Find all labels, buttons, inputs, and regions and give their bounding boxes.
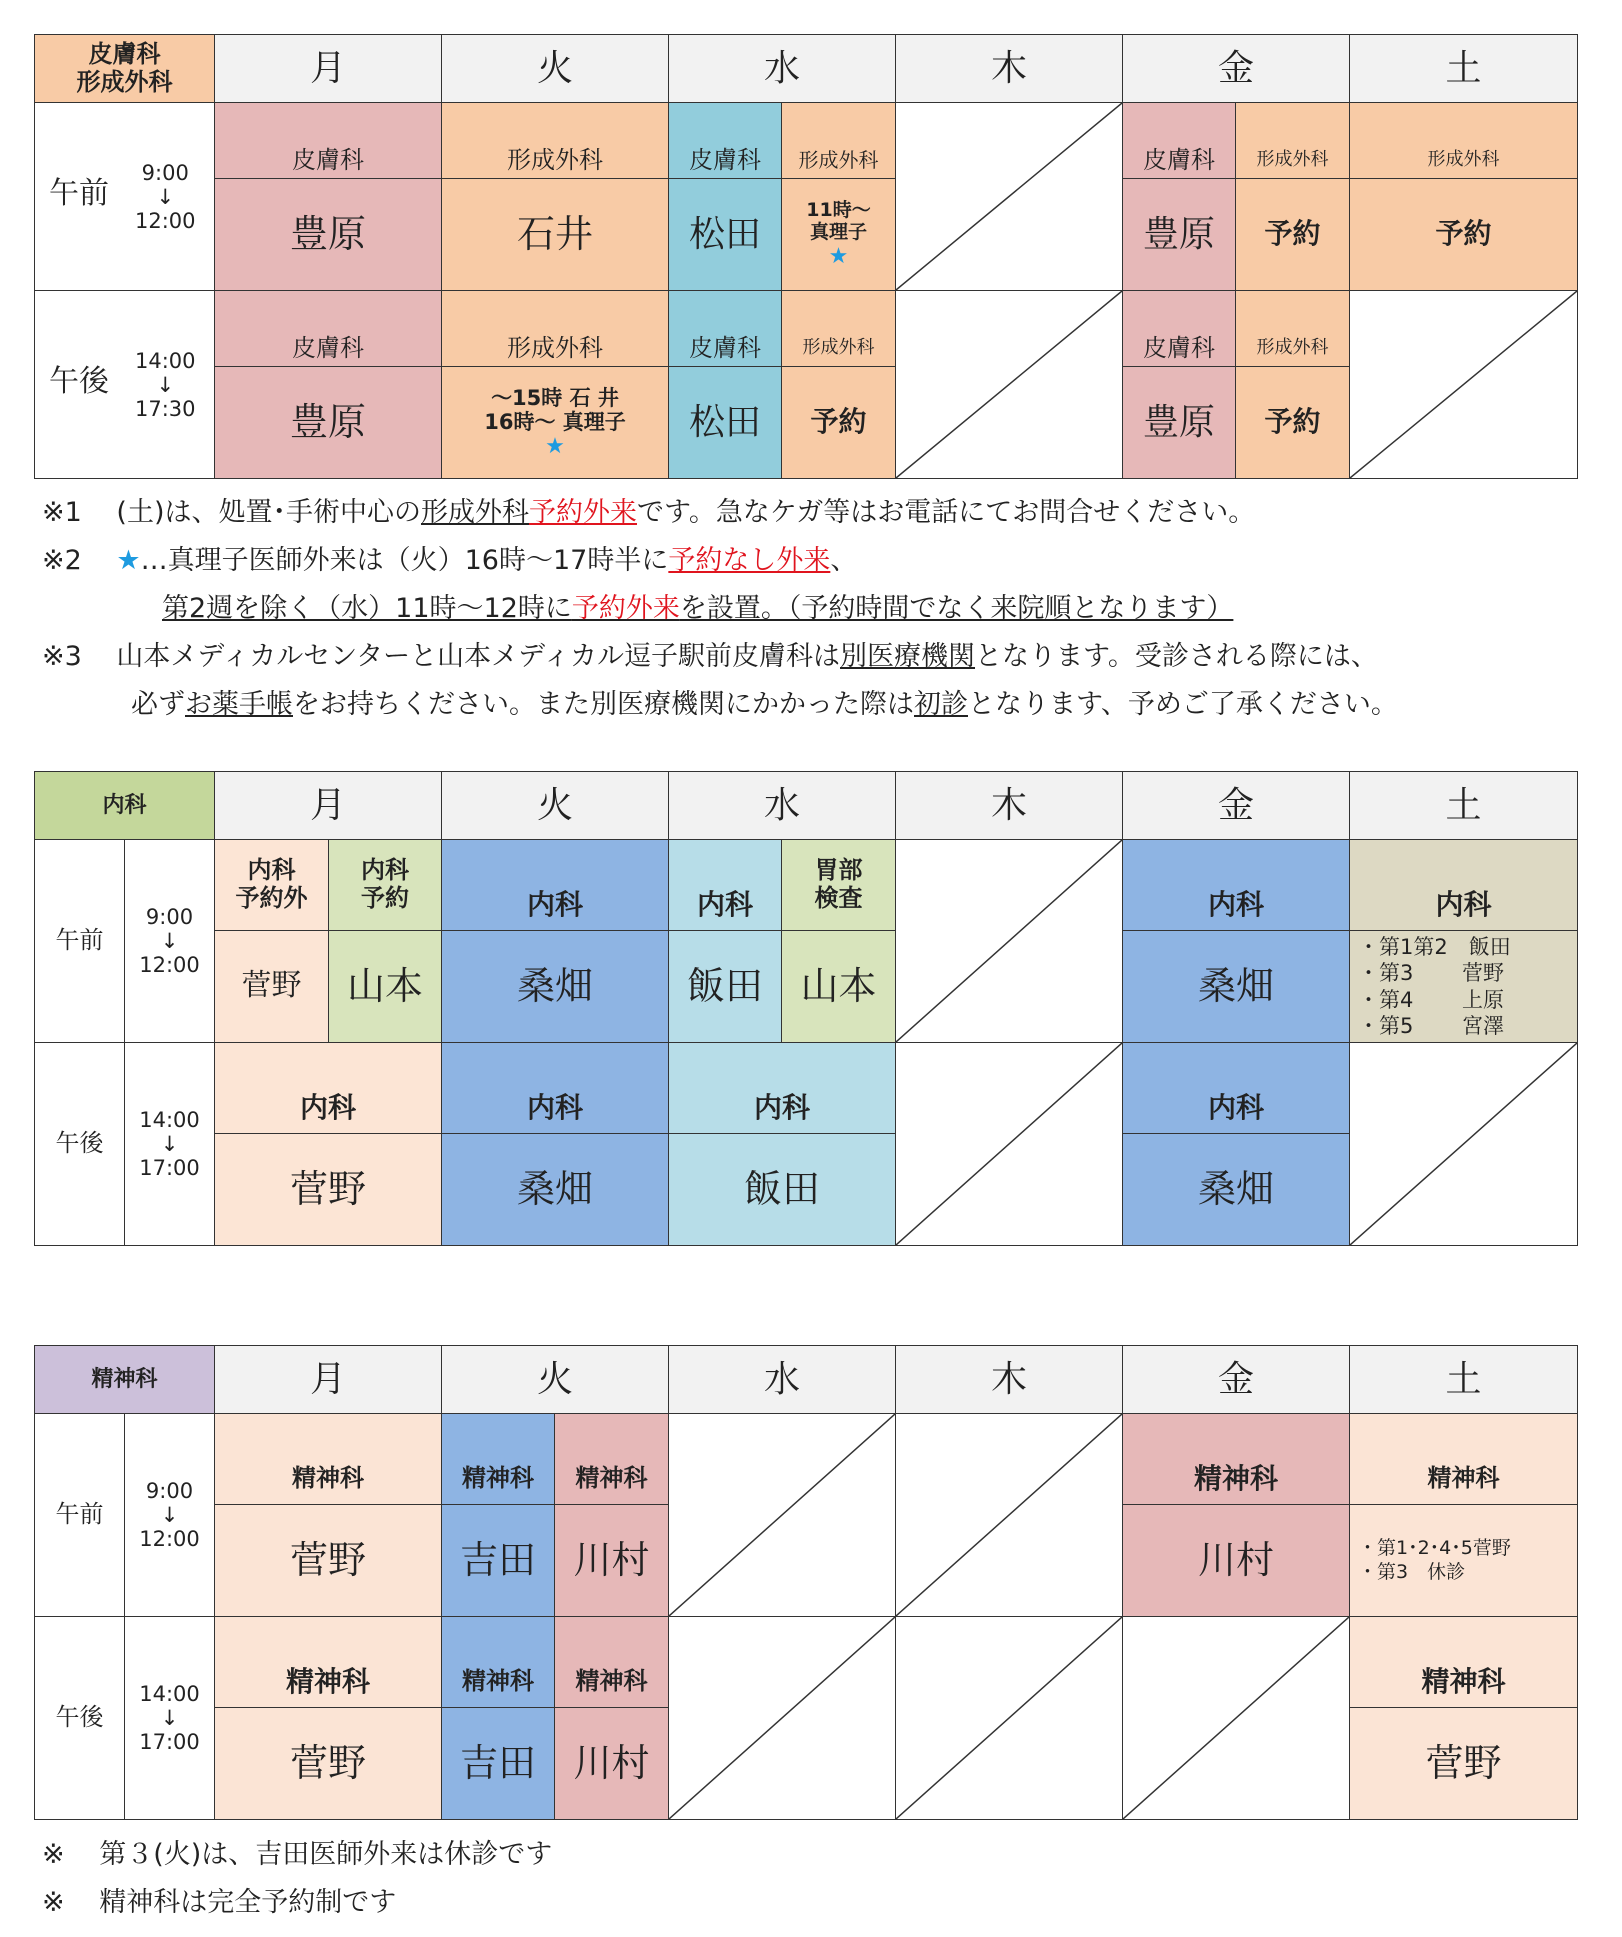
wed-pm-closed (668, 1616, 896, 1820)
fri-am-doctor: 川村 (1122, 1504, 1350, 1617)
mon-am-dept: 精神科 (214, 1413, 442, 1505)
note-3-text-b: 別医療機関 (840, 641, 976, 672)
note-1-text-a: (土)は、処置･手術中心の (116, 497, 421, 528)
sat-am-dept: 内科 (1349, 839, 1578, 931)
sat-pm-dept: 精神科 (1349, 1616, 1578, 1708)
note-3-text-g: 初診 (914, 689, 968, 720)
fri-am-dept: 精神科 (1122, 1413, 1350, 1505)
mon-am-doctor-sugano: 菅野 (214, 930, 329, 1043)
wed-am-derm-doctor: 松田 (668, 178, 782, 291)
note-3-text-a: 山本メディカルセンターと山本メディカル逗子駅前皮膚科は (116, 641, 841, 672)
note-1-mark: ※1 (42, 497, 82, 528)
tue-pm-dept: 形成外科 (441, 290, 669, 367)
note-2-text-g: を設置。（予約時間でなく来院順となります） (679, 593, 1234, 624)
note-yoshida-closed (42, 1832, 552, 1871)
thu-am-closed (895, 102, 1123, 291)
star-icon: ★ (828, 243, 849, 269)
day-header-wed: 水 (668, 771, 896, 840)
note-2-text-f: 予約外来 (571, 593, 680, 624)
note-mark: ※ (42, 1887, 65, 1918)
mon-am-doctor: 豊原 (214, 178, 442, 291)
note-text: 第３(火)は、吉田医師外来は休診です (99, 1839, 553, 1870)
day-header-sat: 土 (1349, 34, 1578, 103)
fri-pm-dept: 内科 (1122, 1042, 1350, 1134)
note-2-text-b: …真理子医師外来は（火）16時～17時半に (140, 545, 669, 576)
sat-am-rotation (1350, 1533, 1519, 1589)
sat-am-doctor-list (1349, 1504, 1578, 1617)
mon-pm-dept: 皮膚科 (214, 290, 442, 367)
derm-am-slot (34, 102, 215, 291)
wed-am-derm-dept: 皮膚科 (668, 102, 782, 179)
list-item: ・第1･2･4･5菅野 (1358, 1536, 1511, 1559)
pm-label: 午後 (49, 364, 109, 399)
wed-pm-derm-dept: 皮膚科 (668, 290, 782, 367)
note-1-text-d: です。急なケガ等はお電話にてお問合せください。 (636, 497, 1256, 528)
pm-time: 14:00 ↓ 17:00 (124, 1616, 215, 1820)
note-3-text-h: となります、予めご了承ください。 (968, 689, 1398, 720)
mon-am-naika-yoyaku: 内科 予約 (328, 839, 442, 931)
derm-dept-header: 皮膚科 形成外科 (34, 34, 215, 103)
pm-label: 午後 (34, 1042, 125, 1246)
day-header-sat: 土 (1349, 1345, 1578, 1414)
note-3-text-f: をお持ちください。また別医療機関にかかった際は (293, 689, 914, 720)
sat-am-keisei-doctor: 予約 (1349, 178, 1578, 291)
wed-pm-keisei-doctor: 予約 (781, 366, 896, 479)
day-header-fri: 金 (1122, 1345, 1350, 1414)
mon-pm-doctor: 豊原 (214, 366, 442, 479)
tue-pm-doctor-yoshida: 吉田 (441, 1707, 555, 1820)
sat-pm-doctor: 菅野 (1349, 1707, 1578, 1820)
tue-pm-dept-kawamura: 精神科 (554, 1616, 669, 1708)
tue-am-doctor-kawamura: 川村 (554, 1504, 669, 1617)
tue-am-dept-kawamura: 精神科 (554, 1413, 669, 1505)
day-header-sat: 土 (1349, 771, 1578, 840)
note-3-mark: ※3 (42, 641, 82, 672)
note-2-text-e: 第2週を除く（水）11時～12時に (162, 593, 572, 624)
fri-pm-doctor: 桑畑 (1122, 1133, 1350, 1246)
sat-pm-closed (1349, 1042, 1578, 1246)
fri-am-doctor: 桑畑 (1122, 930, 1350, 1043)
note-1 (42, 490, 1255, 529)
pm-time: 14:00 ↓ 17:30 (135, 349, 196, 422)
tue-pm-dept-yoshida: 精神科 (441, 1616, 555, 1708)
thu-am-closed (895, 839, 1123, 1043)
note-2-text-d: 、 (830, 545, 858, 576)
fri-am-dept: 内科 (1122, 839, 1350, 931)
mon-pm-dept: 精神科 (214, 1616, 442, 1708)
note-3-text-d: 必ず (131, 689, 185, 720)
list-item: ・第3 菅野 (1358, 961, 1505, 986)
fri-am-derm-dept: 皮膚科 (1122, 102, 1236, 179)
note-2-mark: ※2 (42, 545, 82, 576)
day-header-mon: 月 (214, 34, 442, 103)
day-header-tue: 火 (441, 34, 669, 103)
day-header-thu: 木 (895, 34, 1123, 103)
wed-am-keisei-doctor (781, 178, 896, 291)
sat-am-keisei-dept: 形成外科 (1349, 102, 1578, 179)
note-2-text-c: 予約なし外来 (668, 545, 831, 576)
mon-am-dept: 皮膚科 (214, 102, 442, 179)
mon-pm-dept: 内科 (214, 1042, 442, 1134)
mon-am-naika-yoyakugai: 内科 予約外 (214, 839, 329, 931)
note-text: 精神科は完全予約制です (99, 1887, 397, 1918)
tue-am-dept: 形成外科 (441, 102, 669, 179)
am-time: 9:00 ↓ 12:00 (124, 1413, 215, 1617)
thu-pm-closed (895, 1616, 1123, 1820)
day-header-mon: 月 (214, 771, 442, 840)
tue-am-doctor: 石井 (441, 178, 669, 291)
wed-am-keisei-dept: 形成外科 (781, 102, 896, 179)
mon-am-doctor-yamamoto: 山本 (328, 930, 442, 1043)
wed-pm-dept: 内科 (668, 1042, 896, 1134)
mon-pm-doctor: 菅野 (214, 1133, 442, 1246)
am-time: 9:00 ↓ 12:00 (135, 161, 196, 234)
thu-pm-closed (895, 1042, 1123, 1246)
fri-pm-closed (1122, 1616, 1350, 1820)
day-header-tue: 火 (441, 771, 669, 840)
pm-time: 14:00 ↓ 17:00 (124, 1042, 215, 1246)
day-header-wed: 水 (668, 34, 896, 103)
note-reservation-only (42, 1880, 396, 1919)
note-3 (42, 634, 1378, 673)
note-2 (42, 538, 857, 577)
tue-pm-doctor-note: ～15時 石 井 16時～ 真理子 (484, 385, 626, 434)
fri-am-derm-doctor: 豊原 (1122, 178, 1236, 291)
thu-am-closed (895, 1413, 1123, 1617)
thu-pm-closed (895, 290, 1123, 479)
wed-pm-keisei-dept: 形成外科 (781, 290, 896, 367)
tue-am-doctor-yoshida: 吉田 (441, 1504, 555, 1617)
sat-am-rotation (1350, 930, 1519, 1043)
derm-pm-slot (34, 290, 215, 479)
wed-am-dept: 内科 (668, 839, 782, 931)
wed-am-doctor: 飯田 (668, 930, 782, 1043)
sat-pm-closed (1349, 290, 1578, 479)
seishin-dept-header: 精神科 (34, 1345, 215, 1414)
day-header-thu: 木 (895, 1345, 1123, 1414)
am-label: 午前 (34, 1413, 125, 1617)
list-item: ・第1第2 飯田 (1358, 935, 1511, 959)
mon-am-doctor: 菅野 (214, 1504, 442, 1617)
day-header-mon: 月 (214, 1345, 442, 1414)
note-2-line-2 (162, 586, 1233, 625)
note-mark: ※ (42, 1839, 65, 1870)
fri-pm-derm-dept: 皮膚科 (1122, 290, 1236, 367)
mon-pm-doctor: 菅野 (214, 1707, 442, 1820)
sat-am-dept: 精神科 (1349, 1413, 1578, 1505)
tue-pm-doctor: 桑畑 (441, 1133, 669, 1246)
tue-pm-doctor-kawamura: 川村 (554, 1707, 669, 1820)
day-header-thu: 木 (895, 771, 1123, 840)
wed-am-keisei-note: 11時～ 真理子 (806, 199, 871, 243)
star-icon: ★ (116, 545, 141, 576)
note-3-text-e: お薬手帳 (185, 689, 293, 720)
sat-am-doctor-list (1349, 930, 1578, 1043)
tue-am-dept-yoshida: 精神科 (441, 1413, 555, 1505)
day-header-wed: 水 (668, 1345, 896, 1414)
note-1-text-c: 予約外来 (528, 497, 637, 528)
am-label: 午前 (34, 839, 125, 1043)
wed-pm-doctor: 飯田 (668, 1133, 896, 1246)
tue-pm-dept: 内科 (441, 1042, 669, 1134)
wed-am-closed (668, 1413, 896, 1617)
tue-am-doctor: 桑畑 (441, 930, 669, 1043)
naika-dept-header: 内科 (34, 771, 215, 840)
note-1-text-b: 形成外科 (420, 497, 529, 528)
wed-pm-derm-doctor: 松田 (668, 366, 782, 479)
list-item: ・第5 宮澤 (1358, 1013, 1505, 1038)
fri-am-keisei-doctor: 予約 (1235, 178, 1350, 291)
fri-pm-keisei-dept: 形成外科 (1235, 290, 1350, 367)
note-3-text-c: となります。受診される際には、 (975, 641, 1378, 672)
pm-label: 午後 (34, 1616, 125, 1820)
fri-pm-derm-doctor: 豊原 (1122, 366, 1236, 479)
day-header-fri: 金 (1122, 34, 1350, 103)
list-item: ・第4 上原 (1358, 987, 1505, 1012)
fri-am-keisei-dept: 形成外科 (1235, 102, 1350, 179)
tue-pm-doctor (441, 366, 669, 479)
tue-am-dept: 内科 (441, 839, 669, 931)
fri-pm-keisei-doctor: 予約 (1235, 366, 1350, 479)
wed-am-doctor-yamamoto: 山本 (781, 930, 896, 1043)
wed-am-ibu-kensa: 胃部 検査 (781, 839, 896, 931)
star-icon: ★ (545, 433, 565, 459)
am-label: 午前 (49, 176, 109, 211)
day-header-tue: 火 (441, 1345, 669, 1414)
note-3-line-2 (131, 682, 1398, 721)
day-header-fri: 金 (1122, 771, 1350, 840)
list-item: ・第3 休診 (1358, 1560, 1466, 1583)
am-time: 9:00 ↓ 12:00 (124, 839, 215, 1043)
